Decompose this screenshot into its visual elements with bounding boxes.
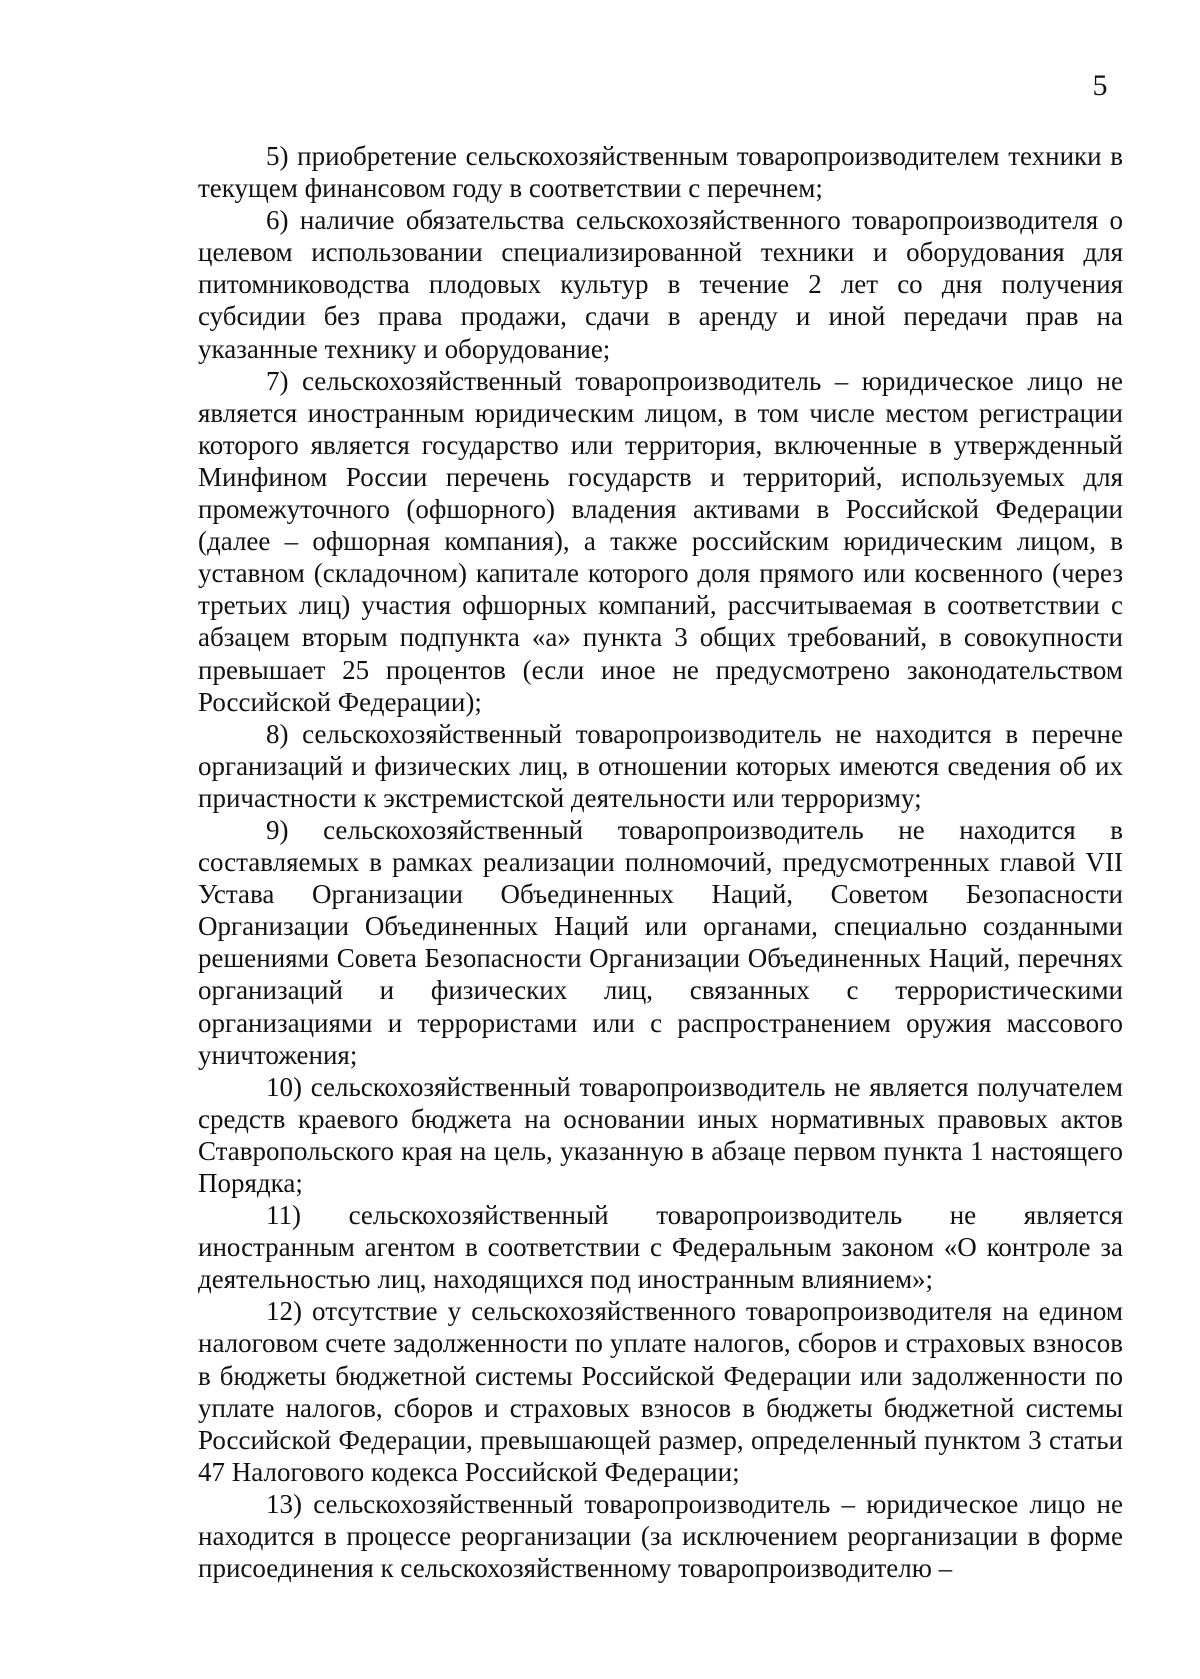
paragraph-item-8: 8) сельскохозяйственный товаропроизводитель не находится в перечне организаций и физических лиц, в отношении которых имеются сведения об их причастности к экстремистской деятельности или терроризму; [198, 718, 1123, 813]
document-body [198, 140, 1123, 1584]
paragraph-item-10: 10) сельскохозяйственный товаропроизводитель не является получателем средств краевого бюджета на основании иных нормативных правовых актов Ставропольского края на цель, указанную в абзаце первом пункта 1 настоящего Порядка; [198, 1071, 1123, 1198]
page-number: 5 [1092, 69, 1108, 102]
paragraph-item-5: 5) приобретение сельскохозяйственным товаропроизводителем техники в текущем финансовом году в соответствии с перечнем; [198, 141, 1123, 204]
paragraph-item-9: 9) сельскохозяйственный товаропроизводитель не находится в составляемых в рамках реализации полномочий, предусмотренных главой VII Устава Организации Объединенных Наций, Советом Безопасности Организации Объединенных Наций или органами, специально созданными решениями Совета Безопасности Организации Объединенных Наций, перечнях организаций и физических лиц, связанных с террористическими организациями и террористами или с распространением оружия массового уничтожения; [198, 814, 1123, 1070]
paragraph-item-6: 6) наличие обязательства сельскохозяйственного товаропроизводителя о целевом использовании специализированной техники и оборудования для питомниководства плодовых культур в течение 2 лет со дня получения субсидии без права продажи, сдачи в аренду и иной передачи прав на указанные технику и оборудование; [198, 205, 1123, 364]
paragraph-item-11: 11) сельскохозяйственный товаропроизводитель не является иностранным агентом в соответствии с Федеральным законом «О контроле за деятельностью лиц, находящихся под иностранным влиянием»; [198, 1200, 1123, 1295]
paragraph-item-13: 13) сельскохозяйственный товаропроизводитель – юридическое лицо не находится в процессе реорганизации (за исключением реорганизации в форме присоединения к сельскохозяйственному товаропроизводителю – [198, 1488, 1123, 1584]
paragraph-item-7: 7) сельскохозяйственный товаропроизводитель – юридическое лицо не является иностранным юридическим лицом, в том числе местом регистрации которого является государство или территория, включенные в утвержденный Минфином России перечень государств и территорий, используемых для промежуточного (офшорного) владения активами в Российской Федерации (далее – офшорная компания), а также российским юридическим лицом, в уставном (складочном) капитале которого доля прямого или косвенного (через третьих лиц) участия офшорных компаний, рассчитываемая в соответствии с абзацем вторым подпункта «а» пункта 3 общих требований, в совокупности превышает 25 процентов (если иное не предусмотрено законодательством Российской Федерации); [198, 365, 1123, 717]
paragraph-item-12: 12) отсутствие у сельскохозяйственного товаропроизводителя на едином налоговом счете задолженности по уплате налогов, сборов и страховых взносов в бюджеты бюджетной системы Российской Федерации или задолженности по уплате налогов, сборов и страховых взносов в бюджеты бюджетной системы Российской Федерации, превышающей размер, определенный пунктом 3 статьи 47 Налогового кодекса Российской Федерации; [198, 1296, 1123, 1487]
